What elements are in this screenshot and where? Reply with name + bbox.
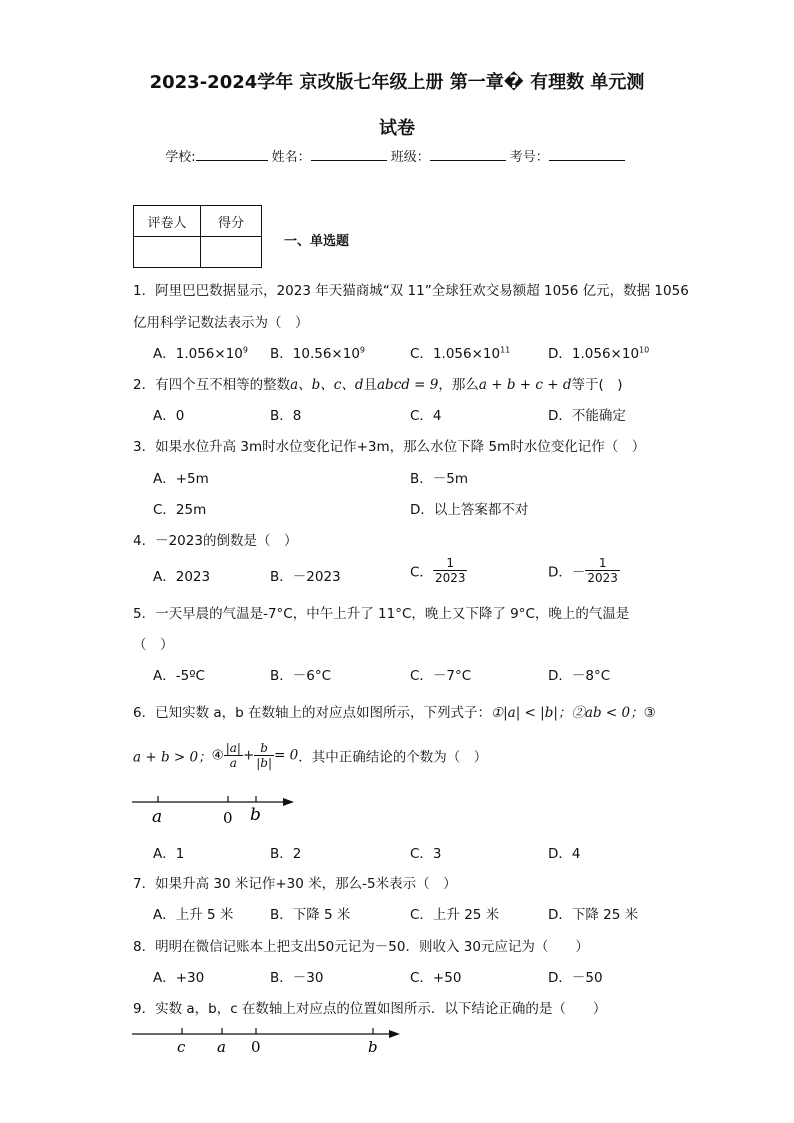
q2-option-c[interactable]: C．4 <box>410 408 442 424</box>
q6-stem-line-2 <box>133 741 487 770</box>
option-value: 1.056×10 <box>432 346 501 362</box>
q8-option-b[interactable]: B．－30 <box>270 970 324 986</box>
axis-arrow <box>389 1030 400 1038</box>
grader-cell[interactable] <box>134 237 201 268</box>
class-label: 班级： <box>390 150 430 165</box>
q3-option-b[interactable]: B．－5m <box>410 471 469 487</box>
q3-option-d[interactable]: D．以上答案都不对 <box>410 502 529 518</box>
section-title: 一、单选题 <box>284 234 350 249</box>
denominator: a <box>229 756 237 770</box>
q1-stem-line-1: 1．阿里巴巴数据显示，2023 年天猫商城“双 11”全球狂欢交易额超 1056 亿元，数据 1056 <box>133 283 689 299</box>
exponent: 9 <box>242 345 248 355</box>
denominator: 2023 <box>434 571 466 585</box>
q5-stem-line-1: 5．一天早晨的气温是-7°C，中午上升了 11°C，晚上又下降了 9°C，晚上的气温是 <box>133 606 630 622</box>
q8-option-c[interactable]: C．+50 <box>410 970 462 986</box>
q2-stem <box>133 373 623 393</box>
q5-option-a[interactable]: A．-5ºC <box>153 668 205 684</box>
option-label: D．－ <box>548 564 586 581</box>
grader-header: 评卷人 <box>134 206 201 237</box>
option-value: 1.056×10 <box>571 346 640 362</box>
q3-option-a[interactable]: A．+5m <box>153 471 209 487</box>
axis-arrow <box>283 798 294 806</box>
id-blank[interactable] <box>549 148 625 161</box>
q1-option-d[interactable] <box>548 342 649 362</box>
q1-stem-line-2: 亿用科学记数法表示为（ ） <box>133 315 309 331</box>
name-label: 姓名： <box>271 150 311 165</box>
q5-option-d[interactable]: D．－8°C <box>548 668 611 684</box>
q2-mid: 且 <box>363 377 377 393</box>
numerator: 1 <box>585 556 620 571</box>
q7-option-a[interactable]: A．上升 5 米 <box>153 907 234 923</box>
q7-option-c[interactable]: C．上升 25 米 <box>410 907 500 923</box>
axis-label-zero: 0 <box>223 809 233 827</box>
equals-zero: = 0 <box>274 747 299 764</box>
option-label: A． <box>153 346 176 362</box>
plus-sign: + <box>242 747 255 764</box>
q7-option-b[interactable]: B．下降 5 米 <box>270 907 351 923</box>
fraction <box>433 556 468 585</box>
option-value: 1.056×10 <box>175 346 243 362</box>
q6-item-3-expr: a + b > 0； <box>133 749 212 766</box>
q6-item-3: ③ <box>643 705 656 721</box>
axis-label-c: c <box>177 1038 186 1056</box>
numerator: 1 <box>433 556 468 571</box>
q6-frac-1 <box>224 741 243 770</box>
option-value: 10.56×10 <box>292 346 360 362</box>
q6-option-c[interactable]: C．3 <box>410 846 442 862</box>
school-blank[interactable] <box>196 148 268 161</box>
q4-option-b[interactable]: B．－2023 <box>270 569 341 585</box>
q2-suffix: 等于( ) <box>571 377 623 393</box>
q6-item-1: ①|a| < |b|； <box>491 705 572 721</box>
q6-item-4: ④ <box>211 747 224 764</box>
q2-mid2: ，那么 <box>438 377 479 393</box>
id-label: 考号： <box>509 150 549 165</box>
numerator: |a| <box>225 741 241 755</box>
q6-option-d[interactable]: D．4 <box>548 846 581 862</box>
q3-stem: 3．如果水位升高 3m时水位变化记作+3m，那么水位下降 5m时水位变化记作（ ） <box>133 439 646 455</box>
axis-label-a: a <box>217 1038 226 1056</box>
q8-stem: 8．明明在微信记账本上把支出50元记为－50．则收入 30元应记为（ ） <box>133 939 589 955</box>
score-cell[interactable] <box>201 237 262 268</box>
q2-equation: abcd = 9 <box>377 377 439 393</box>
exam-title-line-2: 试卷 <box>379 118 415 139</box>
q7-option-d[interactable]: D．下降 25 米 <box>548 907 639 923</box>
q4-option-c[interactable] <box>410 556 467 585</box>
q5-stem-line-2: （ ） <box>133 637 174 653</box>
q2-prefix: 2．有四个互不相等的整数 <box>133 377 291 393</box>
q3-option-c[interactable]: C．25m <box>153 502 207 518</box>
name-blank[interactable] <box>311 148 387 161</box>
q8-option-a[interactable]: A．+30 <box>153 970 205 986</box>
school-label: 学校: <box>165 150 196 165</box>
q6-frac-2 <box>254 741 274 770</box>
q5-option-c[interactable]: C．－7°C <box>410 668 472 684</box>
q5-option-b[interactable]: B．－6°C <box>270 668 332 684</box>
q7-stem: 7．如果升高 30 米记作+30 米，那么-5米表示（ ） <box>133 876 457 892</box>
q1-option-c[interactable] <box>410 342 510 362</box>
q6-prefix: 6．已知实数 a，b 在数轴上的对应点如图所示，下列式子： <box>133 705 492 721</box>
option-label: C． <box>410 346 433 362</box>
q6-suffix: ．其中正确结论的个数为（ ） <box>298 749 488 766</box>
score-header: 得分 <box>201 206 262 237</box>
option-label: D． <box>548 346 572 362</box>
q1-option-b[interactable] <box>270 342 365 362</box>
q1-option-a[interactable] <box>153 342 248 362</box>
q6-item-2: ②ab < 0； <box>571 705 644 721</box>
q4-option-d[interactable] <box>548 556 620 585</box>
axis-label-b: b <box>250 805 261 825</box>
exam-title-line-1: 2023-2024学年 京改版七年级上册 第一章� 有理数 单元测 <box>149 72 645 93</box>
q2-vars: a、b、c、d <box>290 377 364 393</box>
q2-sum: a + b + c + d <box>478 377 572 393</box>
axis-label-zero: 0 <box>251 1038 261 1056</box>
q4-option-a[interactable]: A．2023 <box>153 569 211 585</box>
axis-label-b: b <box>368 1038 378 1056</box>
q8-option-d[interactable]: D．－50 <box>548 970 603 986</box>
q9-number-line <box>128 1024 408 1060</box>
class-blank[interactable] <box>430 148 506 161</box>
denominator: 2023 <box>587 571 618 585</box>
denominator: |b| <box>256 756 273 770</box>
exponent: 10 <box>639 345 650 355</box>
option-label: B． <box>270 346 293 362</box>
option-label: C． <box>410 564 433 581</box>
q6-number-line <box>128 786 308 830</box>
exponent: 9 <box>359 345 365 355</box>
q6-option-b[interactable]: B．2 <box>270 846 302 862</box>
q2-option-a[interactable]: A．0 <box>153 408 185 424</box>
q9-stem: 9．实数 a，b，c 在数轴上对应点的位置如图所示．以下结论正确的是（ ） <box>133 1001 607 1017</box>
axis-label-a: a <box>152 807 163 827</box>
q2-option-d[interactable]: D．不能确定 <box>548 408 626 424</box>
q6-stem-line-1 <box>133 701 656 721</box>
score-table <box>133 205 262 268</box>
q2-option-b[interactable]: B．8 <box>270 408 302 424</box>
exponent: 11 <box>500 345 511 355</box>
numerator: b <box>254 741 274 756</box>
fraction <box>585 556 620 585</box>
q6-option-a[interactable]: A．1 <box>153 846 185 862</box>
student-info-row <box>0 146 794 165</box>
q4-stem: 4．－2023的倒数是（ ） <box>133 533 298 549</box>
